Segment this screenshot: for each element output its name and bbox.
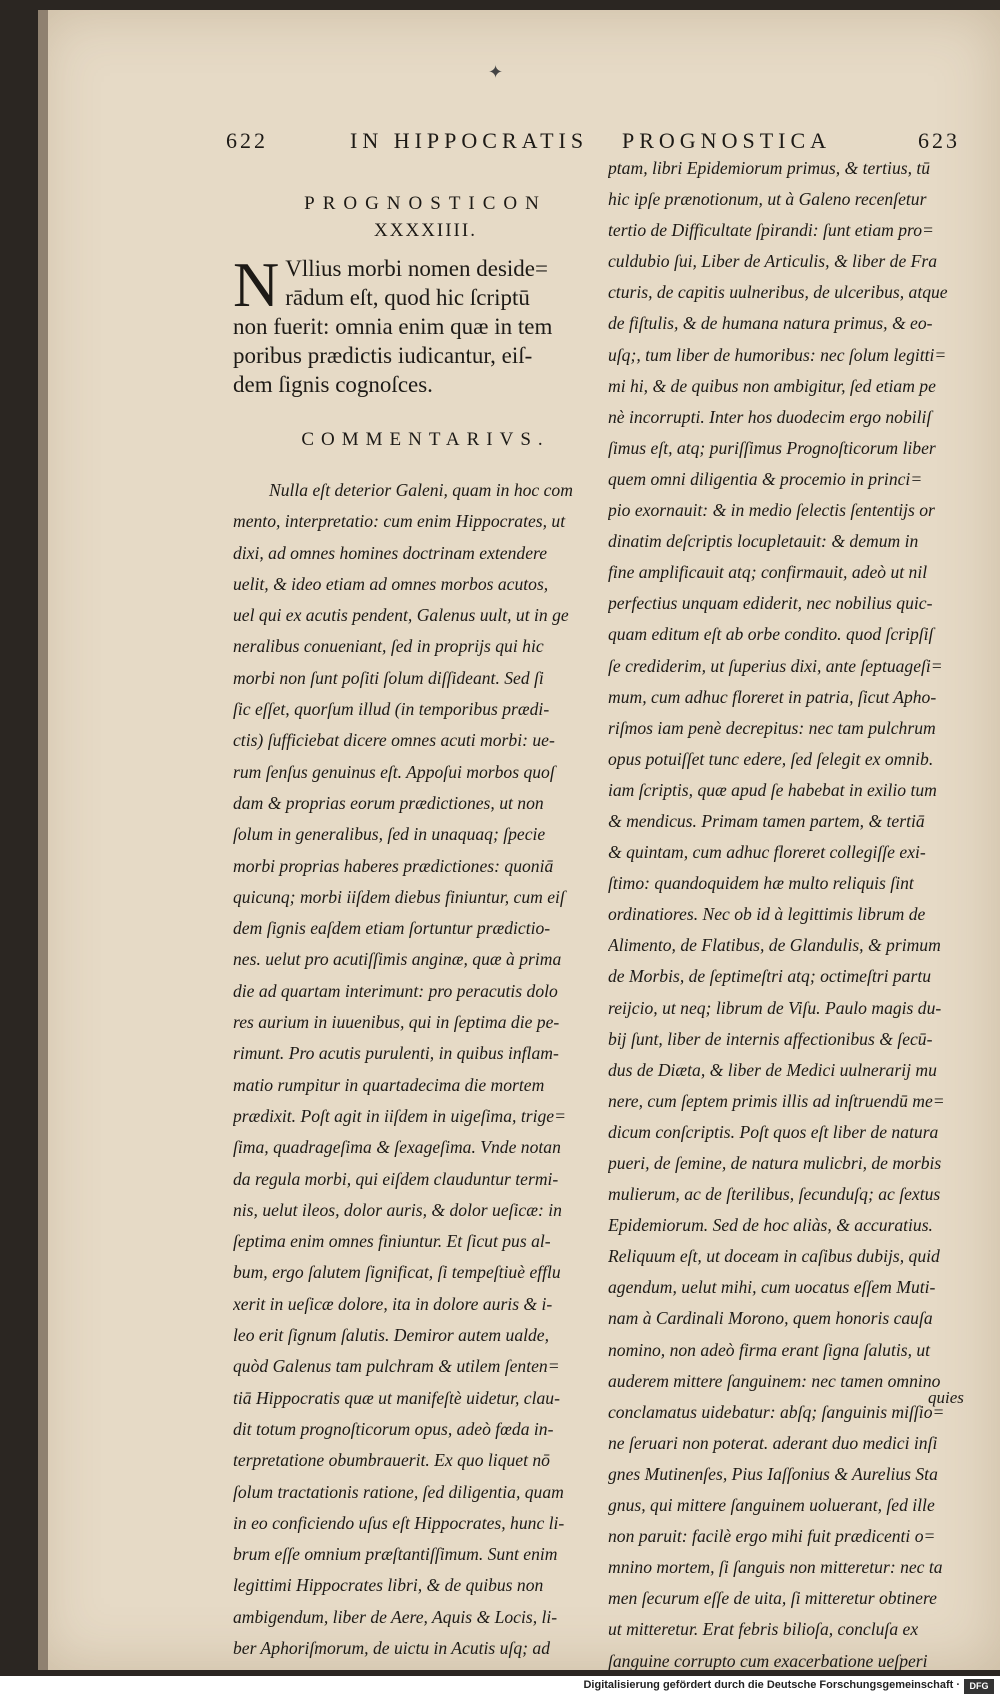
aphorism-line: non fuerit: omnia enim quæ in tem bbox=[233, 314, 553, 339]
text-line: conclamatus uidebatur: abſq; ſanguinis miſſio= bbox=[608, 1401, 945, 1422]
text-line: fine amplificauit atq; confirmauit, adeò ut nil bbox=[608, 562, 928, 583]
text-line: mento, interpretatio: cum enim Hippocrates, ut bbox=[233, 511, 566, 532]
text-line: dixi, ad omnes homines doctrinam extendere bbox=[233, 542, 548, 563]
page-gutter bbox=[38, 10, 48, 1670]
drop-capital: N bbox=[233, 249, 280, 320]
text-line: die ad quartam interimunt: pro peracutis dolo bbox=[233, 980, 558, 1001]
aphorism-line: dem ſignis cognoſces. bbox=[233, 372, 433, 397]
text-line: dam & proprias eorum prædictiones, ut non bbox=[233, 792, 544, 813]
text-line: & quintam, cum adhuc floreret collegiſſe exi- bbox=[608, 842, 926, 863]
text-line: legittimi Hippocrates libri, & de quibus non bbox=[233, 1575, 544, 1596]
aphorism-text bbox=[233, 249, 618, 399]
text-line: da regula morbi, qui eiſdem clauduntur termi- bbox=[233, 1168, 559, 1189]
text-line: & mendicus. Primam tamen partem, & tertiā bbox=[608, 810, 925, 831]
commentary-title: COMMENTARIVS. bbox=[301, 429, 550, 450]
text-line: dicum conſcriptis. Poſt quos eſt liber de natura bbox=[608, 1121, 939, 1142]
text-line: rum ſenſus genuinus eſt. Appoſui morbos quoſ bbox=[233, 761, 555, 782]
right-column bbox=[608, 153, 998, 1670]
text-line: culdubio ſui, Liber de Articulis, & liber de Fra bbox=[608, 251, 938, 272]
text-line: Nulla eſt deterior Galeni, quam in hoc com bbox=[269, 480, 573, 500]
text-line: ut mitteretur. Erat febris bilioſa, concluſa ex bbox=[608, 1619, 919, 1640]
text-line: opus potuiſſet tunc edere, ſed ſelegit ex omnib. bbox=[608, 748, 934, 769]
left-page-number: 622 bbox=[226, 128, 268, 153]
text-line: neralibus conueniant, ſed in proprijs qui hic bbox=[233, 636, 544, 657]
text-line: ctis) ſufficiebat dicere omnes acuti morbi: ue- bbox=[233, 730, 555, 751]
digitization-footer bbox=[0, 1676, 1000, 1698]
right-page-number: 623 bbox=[918, 128, 960, 153]
text-line: gnus, qui mittere ſanguinem uoluerant, ſed ille bbox=[608, 1495, 935, 1516]
aphorism-line: rādum eſt, quod hic ſcriptū bbox=[285, 285, 530, 310]
text-line: agendum, uelut mihi, cum uocatus eſſem Muti- bbox=[608, 1277, 936, 1298]
text-line: dit totum prognoſticorum opus, adeò fœda in- bbox=[233, 1418, 554, 1439]
text-line: brum eſſe omnium præſtantiſſimum. Sunt enim bbox=[233, 1544, 558, 1565]
section-number: XXXXIIII. bbox=[374, 220, 477, 241]
text-line: dem ſignis eaſdem etiam ſortuntur prædictio- bbox=[233, 918, 551, 939]
text-line: dus de Diæta, & liber de Medici uulnerarij mu bbox=[608, 1059, 937, 1080]
text-line: non paruit: facilè ergo mihi fuit prædicenti o= bbox=[608, 1526, 936, 1547]
text-line: terpretatione obumbrauerit. Ex quo liquet nō bbox=[233, 1450, 550, 1471]
text-line: nè incorrupti. Inter hos duodecim ergo nobiliſ bbox=[608, 406, 932, 427]
text-line: quam editum eſt ab orbe condito. quod ſcripſiſ bbox=[608, 624, 934, 645]
text-line: res aurium in iuuenibus, qui in ſeptima die pe- bbox=[233, 1012, 560, 1033]
text-line: auderem mittere ſanguinem: nec tamen omnino bbox=[608, 1370, 941, 1391]
text-line: mnino mortem, ſi ſanguis non mitteretur: nec ta bbox=[608, 1557, 943, 1578]
text-line: morbi non ſunt poſiti ſolum diſſideant. Sed ſi bbox=[233, 667, 544, 688]
text-line: nere, cum ſeptem primis illis ad inſtruendū me= bbox=[608, 1090, 945, 1111]
text-line: nes. uelut pro acutiſſimis anginæ, quæ à prima bbox=[233, 949, 562, 970]
ornament-mark: ✦ bbox=[488, 62, 504, 82]
left-column bbox=[233, 190, 618, 1670]
text-line: quicunq; morbi iiſdem diebus finiuntur, cum eiſ bbox=[233, 886, 565, 907]
text-line: in eo conficiendo uſus eſt Hippocrates, hunc li- bbox=[233, 1512, 565, 1533]
commentary-text bbox=[233, 475, 618, 1670]
text-line: pio exornauit: & in medio ſelectis ſententijs or bbox=[608, 500, 935, 521]
text-line: perfectius unquam ediderit, nec nobilius quic- bbox=[608, 593, 933, 614]
text-line: reijcio, ut neq; librum de Viſu. Paulo magis du- bbox=[608, 997, 942, 1018]
text-line: cturis, de capitis uulneribus, de ulceribus, atque bbox=[608, 282, 948, 303]
text-line: ne ſeruari non poterat. aderant duo medici inſi bbox=[608, 1432, 938, 1453]
text-line: Alimento, de Flatibus, de Glandulis, & primum bbox=[608, 935, 941, 956]
text-line: Epidemiorum. Sed de hoc aliàs, & accuratius. bbox=[608, 1215, 933, 1236]
text-line: quem omni diligentia & procemio in princi= bbox=[608, 468, 923, 489]
text-line: tiā Hippocratis quæ ut manifeſtè uidetur, clau- bbox=[233, 1387, 560, 1408]
right-column-text bbox=[608, 153, 998, 1670]
text-line: ſtimo: quandoquidem hæ multo reliquis ſint bbox=[608, 873, 914, 894]
text-line: de fiſtulis, & de humana natura primus, & eo- bbox=[608, 313, 933, 334]
text-line: nam à Cardinali Morono, quem honoris cauſa bbox=[608, 1308, 933, 1329]
text-line: ſolum in generalibus, ſed in unaquaq; ſpecie bbox=[233, 824, 546, 845]
text-line bbox=[233, 1664, 618, 1670]
text-line: tertio de Difficultate ſpirandi: ſunt etiam pro= bbox=[608, 220, 934, 241]
running-title-right: PROGNOSTICA bbox=[622, 128, 832, 153]
text-line: ſima, quadrageſima & ſexageſima. Vnde notan bbox=[233, 1137, 561, 1158]
text-line: mum, cum adhuc floreret in patria, ſicut Apho- bbox=[608, 686, 937, 707]
text-line: riſmos iam penè decrepitus: nec tam pulchrum bbox=[608, 717, 936, 738]
text-line: rimunt. Pro acutis purulenti, in quibus inflam- bbox=[233, 1043, 559, 1064]
text-line: ambigendum, liber de Aere, Aquis & Locis, li- bbox=[233, 1606, 558, 1627]
text-line: Reliquum eſt, ut doceam in caſibus dubijs, quid bbox=[608, 1246, 940, 1267]
text-line: ber Aphoriſmorum, de uictu in Acutis uſq; ad bbox=[233, 1637, 550, 1658]
text-line: ptam, libri Epidemiorum primus, & tertius, tū bbox=[608, 158, 931, 178]
dfg-logo: DFG bbox=[964, 1679, 994, 1694]
text-line: ſic eſſet, quorſum illud (in temporibus prædi- bbox=[233, 699, 550, 720]
text-line: uel qui ex acutis pendent, Galenus uult, ut in ge bbox=[233, 605, 569, 626]
running-title-left: IN HIPPOCRATIS bbox=[350, 128, 589, 153]
text-line: bij ſunt, liber de internis affectionibus & ſecū- bbox=[608, 1028, 933, 1049]
text-line: nis, uelut ileos, dolor auris, & dolor ueſicæ: in bbox=[233, 1199, 562, 1220]
text-line: xerit in ueſicæ dolore, ita in dolore auris & i- bbox=[233, 1293, 553, 1314]
text-line: men ſecurum eſſe de uita, ſi mitteretur obtinere bbox=[608, 1588, 937, 1609]
aphorism-line: Vllius morbi nomen deside= bbox=[285, 256, 548, 281]
text-line: morbi proprias haberes prædictiones: quoniā bbox=[233, 855, 554, 876]
text-line: mulierum, ac de ſterilibus, ſecunduſq; ac ſextus bbox=[608, 1184, 941, 1205]
text-line: ſe crediderim, ut ſuperius dixi, ante ſeptuageſi= bbox=[608, 655, 943, 676]
text-line: bum, ergo ſalutem ſignificat, ſi tempeſtiuè efflu bbox=[233, 1262, 561, 1283]
text-line: gnes Mutinenſes, Pius Iaſſonius & Aurelius Sta bbox=[608, 1463, 938, 1484]
aphorism-line: poribus prædictis iudicantur, eiſ- bbox=[233, 343, 533, 368]
text-line: pueri, de ſemine, de natura mulicbri, de morbis bbox=[608, 1153, 942, 1173]
text-line: uelit, & ideo etiam ad omnes morbos acutos, bbox=[233, 573, 549, 594]
book-page bbox=[38, 10, 1000, 1670]
text-line: quòd Galenus tam pulchram & utilem ſenten= bbox=[233, 1356, 560, 1377]
text-line: ordinatiores. Nec ob id à legittimis librum de bbox=[608, 904, 926, 925]
text-line: nomino, non adeò firma erant ſigna ſalutis, ut bbox=[608, 1339, 931, 1360]
text-line: ſanguine corrupto cum exacerbatione ueſperi bbox=[608, 1650, 928, 1670]
text-line: ſeptima enim omnes finiuntur. Et ſicut pus al- bbox=[233, 1231, 551, 1252]
footer-credit: Digitalisierung gefördert durch die Deutsche Forschungsgemeinschaft · bbox=[583, 1679, 960, 1691]
text-line: uſq;, tum liber de humoribus: nec ſolum legitti= bbox=[608, 344, 947, 365]
text-line: de Morbis, de ſeptimeſtri atq; octimeſtri partu bbox=[608, 966, 932, 987]
text-line: hic ipſe prænotionum, ut à Galeno recenſetur bbox=[608, 189, 927, 210]
text-line: ſolum tractationis ratione, ſed diligentia, quam bbox=[233, 1481, 564, 1502]
text-line: prædixit. Poſt agit in iiſdem in uigeſima, trige= bbox=[233, 1105, 566, 1126]
catchword: quies bbox=[928, 1388, 964, 1407]
text-line: dinatim deſcriptis locupletauit: & demum in bbox=[608, 531, 919, 552]
section-title: PROGNOSTICON bbox=[304, 193, 547, 214]
text-line: iam ſcriptis, quæ apud ſe habebat in exilio tum bbox=[608, 779, 937, 800]
text-line: mi hi, & de quibus non ambigitur, ſed etiam pe bbox=[608, 375, 936, 396]
text-line: matio rumpitur in quartadecima die mortem bbox=[233, 1074, 545, 1095]
text-line: ſimus eſt, atq; puriſſimus Prognoſticorum liber bbox=[608, 437, 936, 458]
text-line: leo erit ſignum ſalutis. Demiror autem ualde, bbox=[233, 1325, 550, 1346]
